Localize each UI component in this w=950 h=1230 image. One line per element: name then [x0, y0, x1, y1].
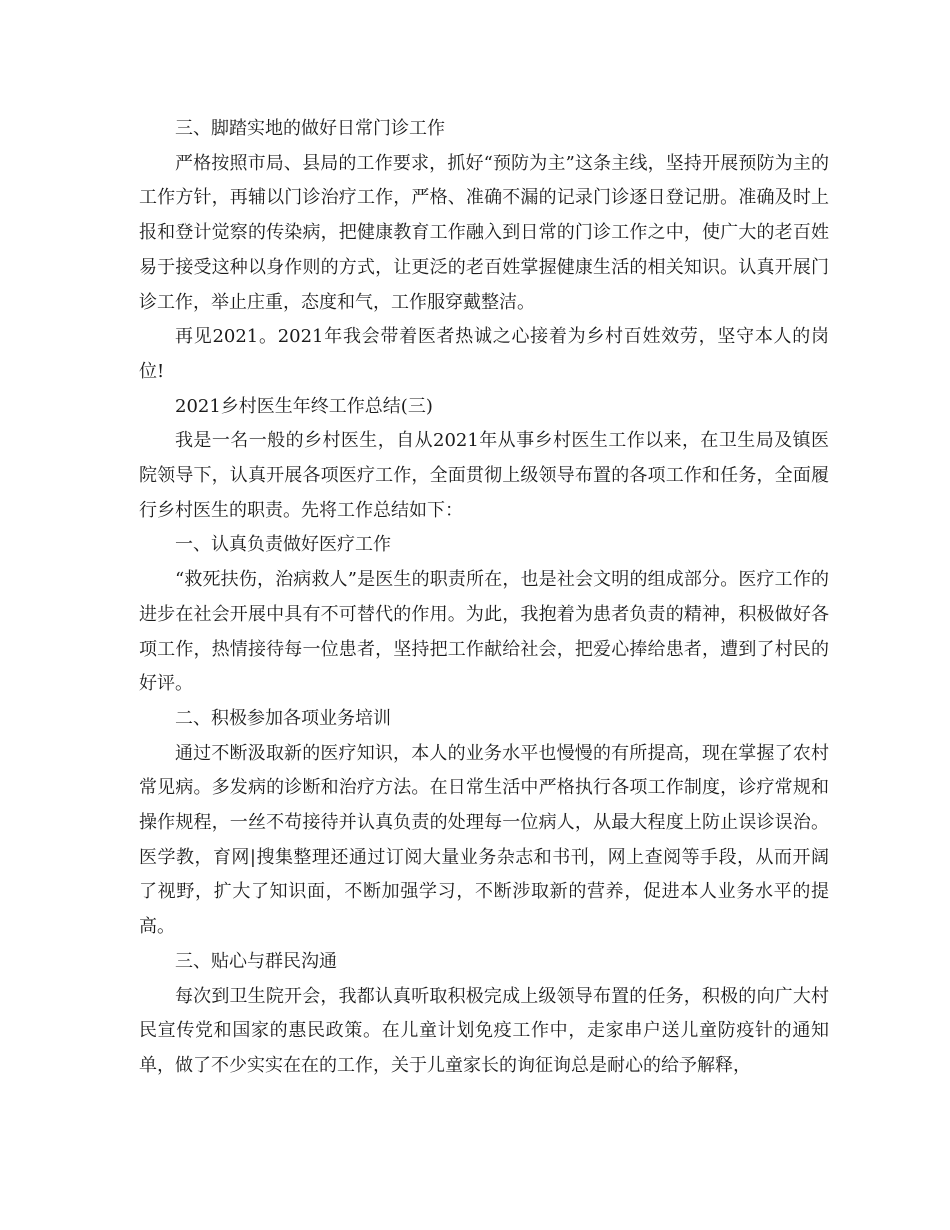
paragraph-training: 通过不断汲取新的医疗知识，本人的业务水平也慢慢的有所提高，现在掌握了农村常见病。多发病的诊断和治疗方法。在日常生活中严格执行各项工作制度，诊疗常规和操作规程，一丝不苟接待并认真负责的处理每一位病人，从最大程度上防止误诊误治。医学教，育网|搜集整理还通过订阅大量业务杂志和书刊，网上查阅等手段，从而开阔了视野，扩大了知识面，不断加强学习，不断涉取新的营养，促进本人业务水平的提高。 [139, 742, 829, 938]
document-body [139, 112, 829, 1084]
paragraph-medical-work: “救死扶伤，治病救人”是医生的职责所在，也是社会文明的组成部分。医疗工作的进步在社会开展中具有不可替代的作用。为此，我抱着为患者负责的精神，积极做好各项工作，热情接待每一位患者，坚持把工作献给社会，把爱心捧给患者，遭到了村民的好评。 [139, 569, 829, 695]
paragraph-prevention: 严格按照市局、县局的工作要求，抓好“预防为主”这条主线，坚持开展预防为主的工作方针，再辅以门诊治疗工作，严格、准确不漏的记录门诊逐日登记册。准确及时上报和登计觉察的传染病，把健康教育工作融入到日常的门诊工作之中，使广大的老百姓易于接受这种以身作则的方式，让更泛的老百姓掌握健康生活的相关知识。认真开展门诊工作，举止庄重，态度和气，工作服穿戴整洁。 [139, 152, 829, 313]
heading-outpatient-work: 三、脚踏实地的做好日常门诊工作 [175, 118, 445, 139]
paragraph-farewell: 再见2021。2021年我会带着医者热诚之心接着为乡村百姓效劳，坚守本人的岗位! [139, 326, 829, 382]
paragraph-communication: 每次到卫生院开会，我都认真听取积极完成上级领导布置的任务，积极的向广大村民宣传党和国家的惠民政策。在儿童计划免疫工作中，走家串户送儿童防疫针的通知单，做了不少实实在在的工作，关于儿童家长的询征询总是耐心的给予解释， [139, 985, 829, 1076]
heading-medical-work: 一、认真负责做好医疗工作 [175, 534, 391, 556]
heading-training: 二、积极参加各项业务培训 [175, 707, 391, 729]
section-title: 2021乡村医生年终工作总结(三) [175, 395, 433, 417]
heading-communication: 三、贴心与群民沟通 [175, 950, 337, 972]
paragraph-intro: 我是一名一般的乡村医生，自从2021年从事乡村医生工作以来，在卫生局及镇医院领导下，认真开展各项医疗工作，全面贯彻上级领导布置的各项工作和任务，全面履行乡村医生的职责。先将工作总结如下： [139, 430, 829, 521]
